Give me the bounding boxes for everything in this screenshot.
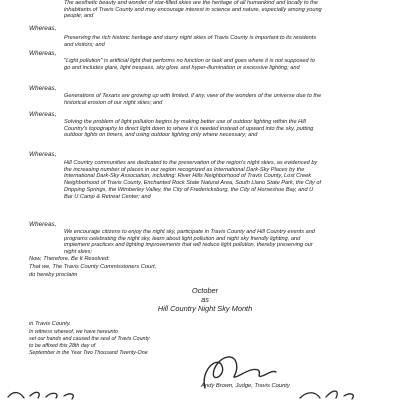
witness-line-1: In witness whereof, we have hereunto	[29, 329, 118, 335]
whereas-label-4: Whereas,	[29, 111, 57, 118]
witness-line-2: set our hands and caused the seal of Travis County	[29, 336, 150, 342]
clause-3: "Light pollution" is artificial light that performs no function or task and goes where it is not supposed to go and includes glare, light trespass, sky glow, and hyper-illumination or excessive lighting; and	[64, 58, 315, 71]
clause-7: We encourage citizens to enjoy the night sky, participate in Travis County and Hill Country events and programs celebrating the night sky, learn about light pollution and night sky friendly lighting, and implement practices and lighting improvements that will reduce light pollution, thereby preserving our night skies;	[64, 229, 315, 256]
clause-1: The aesthetic beauty and wonder of star-filled skies are the heritage of all humankind and locally to the inhabitants of Travis County and may encourage interest in science and nature, especially among young people; and	[64, 0, 322, 20]
clause-4: Generations of Texans are growing up with limited, if any, view of the wonders of the universe due to the historical erosion of our night skies; and	[64, 93, 322, 106]
proclamation-as: as	[201, 295, 209, 304]
clause-6: Hill Country communities are dedicated to the preservation of the region's night skies, as evidenced by the increasing number of places in our region recognized as International Dark-Sky Places by the International Dark-Sky Association, including: River Hills Neighborhood of Travis County, Lost Creek Neighborhood of Travis County, Enchanted Rock State Natural Area, South Llano State Park, the City of Dripping Springs, the Wimberley Valley, the City of Fredericksburg, the City of Horseshoe Bay, and U Bar U Camp & Retreat Center; and	[64, 160, 322, 200]
resolved-line-1: That we, The Travis County Commissioners Court,	[29, 264, 157, 270]
clause-5: Solving the problem of light pollution begins by making better use of outdoor lighting within the Hill Country's topography to direct light down to where it is needed instead of upward into the sky, putting outdoor lights on timers, and using outdoor lighting only where necessary; and	[64, 119, 314, 139]
resolved-line-2: do hereby proclaim	[29, 272, 78, 278]
clause-2: Preserving the rich historic heritage and starry night skies of Travis County is important to its residents and visitors; and	[64, 35, 317, 48]
witness-line-4: September in the Year Two Thousand Twenty-One	[29, 350, 148, 356]
left-signature-fragment	[8, 392, 73, 399]
whereas-label-3: Whereas,	[29, 85, 57, 92]
signature-area	[0, 340, 400, 400]
whereas-label-6: Whereas,	[29, 221, 57, 228]
resolved-heading: Now, Therefore, Be It Resolved:	[29, 256, 110, 262]
proclamation-title: Hill Country Night Sky Month	[157, 304, 253, 313]
whereas-label-2: Whereas,	[29, 50, 57, 57]
whereas-label-5: Whereas,	[29, 151, 57, 158]
signatory-name: Andy Brown, Judge, Travis County	[201, 383, 290, 389]
witness-line-3: to be affixed this 28th day of	[29, 343, 96, 349]
right-signature-fragment	[300, 391, 353, 399]
proclamation-month: October	[191, 286, 219, 295]
closing-county: in Travis County.	[29, 321, 71, 327]
whereas-label-1: Whereas,	[29, 25, 57, 32]
